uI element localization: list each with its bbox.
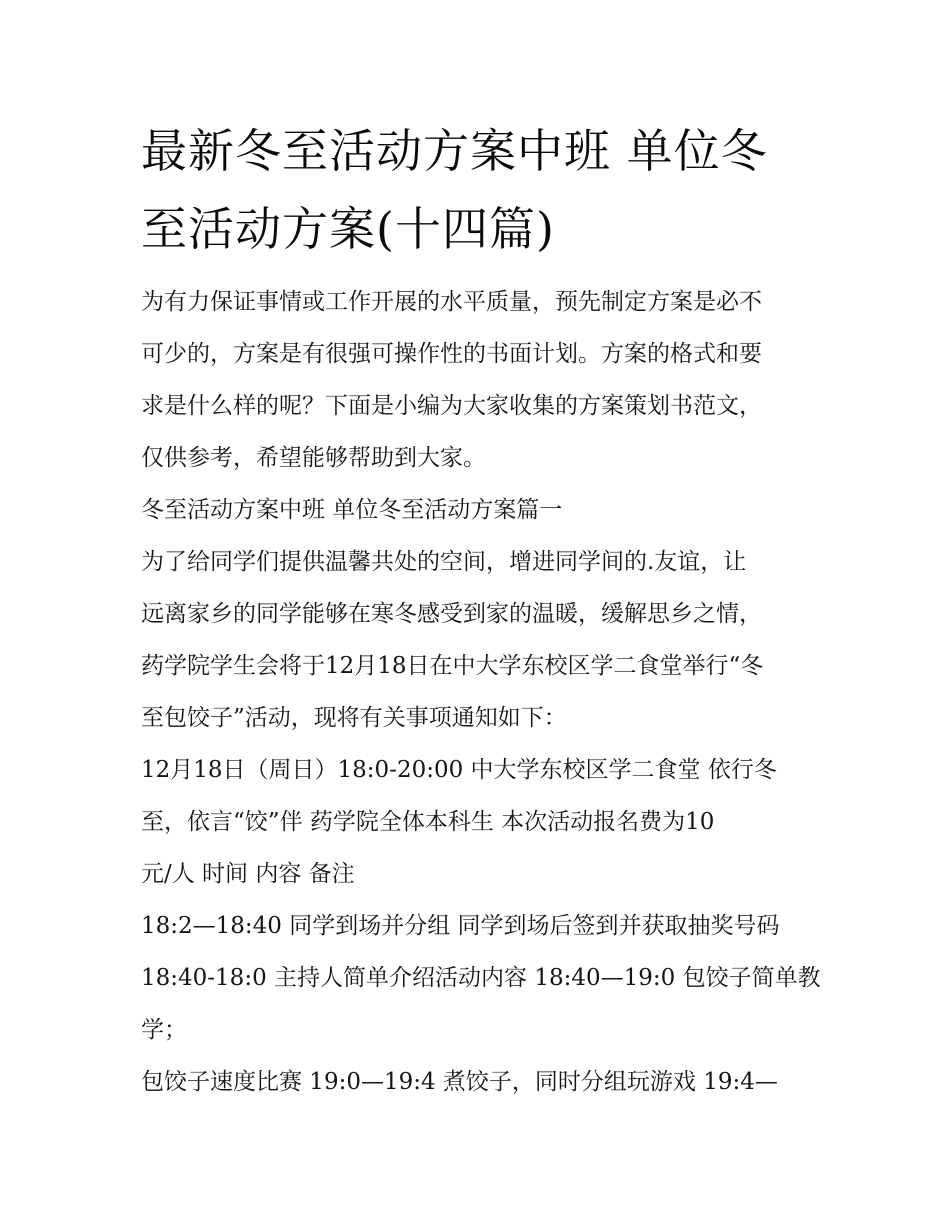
notice-line-2: 远离家乡的同学能够在寒冬感受到家的温暖，缓解思乡之情，: [141, 601, 762, 627]
notice-paragraph: [141, 536, 813, 744]
title-line-1: 最新冬至活动方案中班 单位冬: [141, 124, 768, 178]
intro-line-2: 可少的，方案是有很强可操作性的书面计划。方案的格式和要: [141, 341, 762, 367]
notice-line-4: 至包饺子”活动，现将有关事项通知如下：: [141, 705, 567, 731]
schedule-line-3: 学；: [141, 1017, 187, 1043]
details-line-1: 12月18日（周日）18:0-20:00 中大学东校区学二食堂 依行冬: [141, 757, 777, 783]
intro-paragraph: [141, 276, 813, 484]
document-body: [141, 276, 821, 1108]
notice-line-1: 为了给同学们提供温馨共处的空间，增进同学间的.友谊，让: [141, 549, 747, 575]
schedule-line-1: 18:2—18:40 同学到场并分组 同学到场后签到并获取抽奖号码: [141, 913, 780, 939]
section-heading: 冬至活动方案中班 单位冬至活动方案篇一: [141, 497, 563, 523]
details-line-3: 元/人 时间 内容 备注: [141, 861, 355, 887]
intro-line-3: 求是什么样的呢？下面是小编为大家收集的方案策划书范文，: [141, 393, 762, 419]
intro-line-4: 仅供参考，希望能够帮助到大家。: [141, 445, 486, 471]
schedule-paragraph: [141, 900, 821, 1108]
document-title: [141, 112, 813, 268]
intro-line-1: 为有力保证事情或工作开展的水平质量，预先制定方案是必不: [141, 289, 762, 315]
schedule-line-2: 18:40-18:0 主持人简单介绍活动内容 18:40—19:0 包饺子简单教: [141, 965, 821, 991]
details-paragraph: [141, 744, 813, 900]
details-line-2: 至，依言“饺”伴 药学院全体本科生 本次活动报名费为10: [141, 809, 715, 835]
title-line-2: 至活动方案(十四篇): [141, 202, 555, 256]
schedule-line-4: 包饺子速度比赛 19:0—19:4 煮饺子，同时分组玩游戏 19:4—: [141, 1069, 778, 1095]
notice-line-3: 药学院学生会将于12月18日在中大学东校区学二食堂举行“冬: [141, 653, 764, 679]
document-page: [141, 112, 821, 1108]
